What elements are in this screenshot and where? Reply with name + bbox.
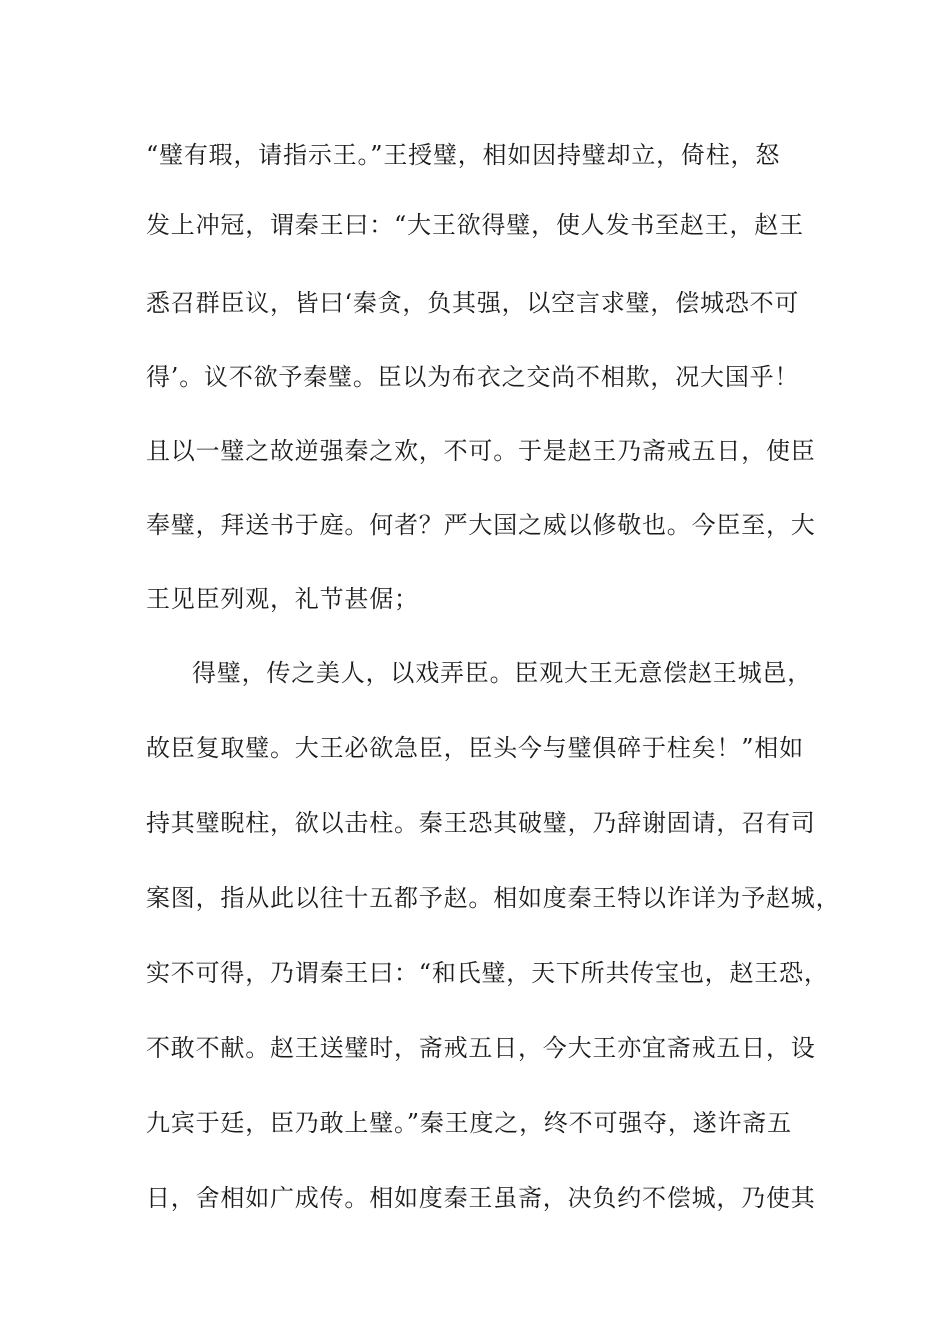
text-line: 案图，指从此以往十五都予赵。相如度秦王特以诈详为予赵城， [146,884,841,912]
text-line: 得’。议不欲予秦璧。臣以为布衣之交尚不相欺，况大国乎！ [146,363,800,391]
text-line: 王见臣列观，礼节甚倨； [146,585,419,613]
text-line: 持其璧睨柱，欲以击柱。秦王恐其破璧，乃辞谢固请，召有司 [146,809,816,837]
text-line: 奉璧，拜送书于庭。何者？严大国之威以修敬也。今臣至，大 [146,511,816,539]
text-line: 不敢不献。赵王送璧时，斋戒五日，今大王亦宜斋戒五日，设 [146,1034,816,1062]
text-line: 实不可得，乃谓秦王曰：“和氏璧，天下所共传宝也，赵王恐， [146,959,829,987]
text-line: 日，舍相如广成传。相如度秦王虽斋，决负约不偿城，乃使其 [146,1184,816,1212]
text-line: 发上冲冠，谓秦王曰：“大王欲得璧，使人发书至赵王，赵王 [146,211,804,239]
text-line: “璧有瑕，请指示王。”王授璧，相如因持璧却立，倚柱，怒 [146,141,781,169]
text-line: 九宾于廷，臣乃敢上璧。”秦王度之，终不可强夺，遂许斋五 [146,1109,792,1137]
text-line: 故臣复取璧。大王必欲急臣，臣头今与璧俱碎于柱矣！”相如 [146,734,804,762]
text-line: 且以一璧之故逆强秦之欢，不可。于是赵王乃斋戒五日，使臣 [146,437,816,465]
text-line: 得璧，传之美人，以戏弄臣。臣观大王无意偿赵王城邑， [192,659,812,687]
text-line: 悉召群臣议，皆曰‘秦贪，负其强，以空言求璧，偿城恐不可 [146,289,800,317]
